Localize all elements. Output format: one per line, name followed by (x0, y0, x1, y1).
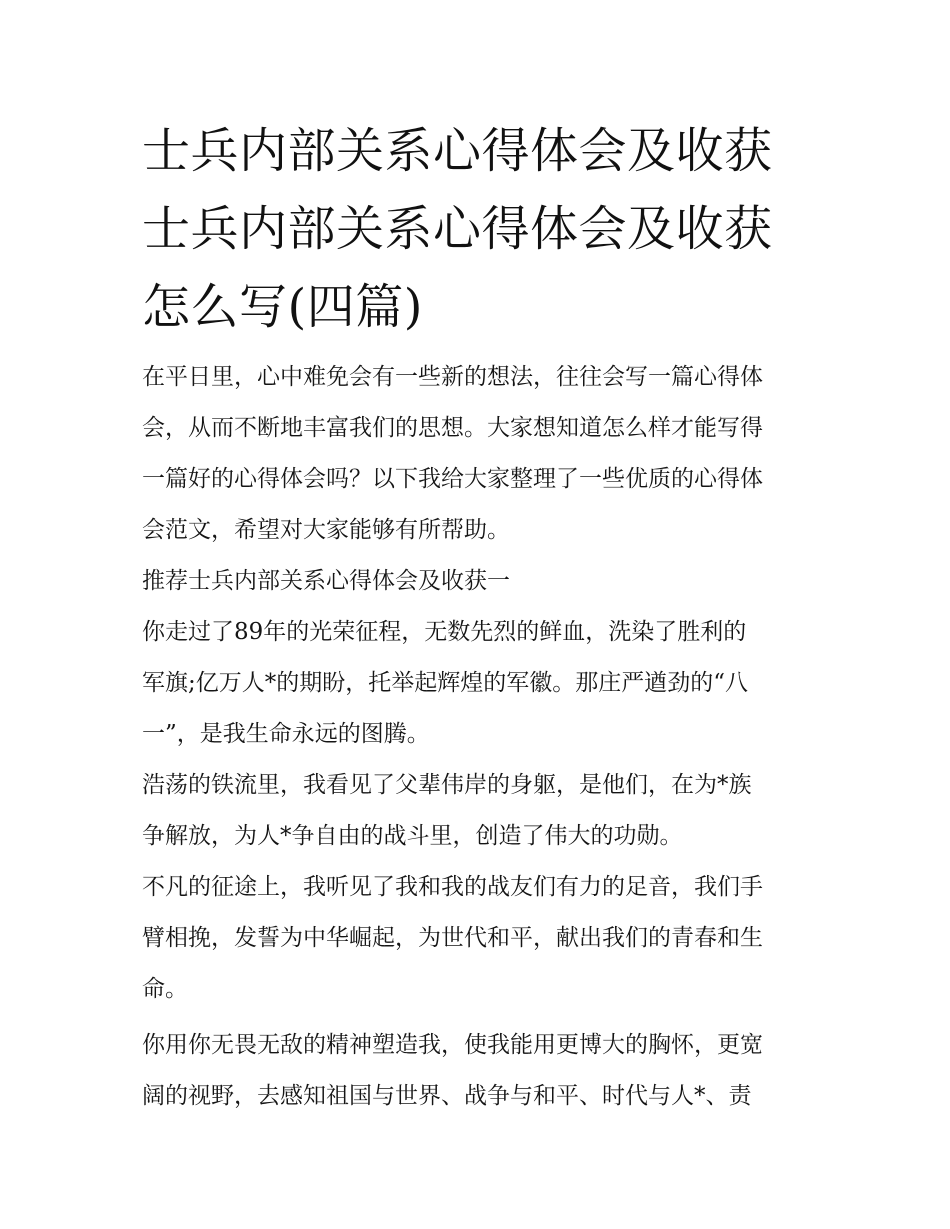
document-title (142, 112, 822, 346)
body-paragraph (142, 862, 814, 1015)
intro-paragraph (142, 352, 814, 556)
text-line: 军旗;亿万人*的期盼，托举起辉煌的军徽。那庄严遒劲的“八 (142, 670, 749, 696)
text-line: 会，从而不断地丰富我们的思想。大家想知道怎么样才能写得 (142, 415, 763, 441)
document-body (142, 352, 814, 1122)
text-line: 不凡的征途上，我听见了我和我的战友们有力的足音，我们手 (142, 874, 763, 900)
body-paragraph (142, 1020, 814, 1122)
text-line: 争解放，为人*争自由的战斗里，创造了伟大的功勋。 (142, 823, 683, 849)
text-line: 你走过了89年的光荣征程，无数先烈的鲜血，洗染了胜利的 (142, 619, 747, 645)
text-line: 一”，是我生命永远的图腾。 (142, 721, 430, 747)
body-paragraph (142, 607, 814, 760)
text-line: 会范文，希望对大家能够有所帮助。 (142, 517, 510, 543)
body-paragraph (142, 760, 814, 862)
text-line: 浩荡的铁流里，我看见了父辈伟岸的身躯，是他们，在为*族 (142, 772, 752, 798)
text-line: 推荐士兵内部关系心得体会及收获一 (142, 568, 510, 594)
title-line: 士兵内部关系心得体会及收获 (142, 201, 773, 257)
section-heading (142, 556, 814, 607)
text-line: 你用你无畏无敌的精神塑造我，使我能用更博大的胸怀，更宽 (142, 1032, 763, 1058)
text-line: 命。 (142, 976, 188, 1002)
text-line: 阔的视野，去感知祖国与世界、战争与和平、时代与人*、责 (142, 1083, 752, 1109)
text-line: 在平日里，心中难免会有一些新的想法，往往会写一篇心得体 (142, 364, 763, 390)
title-line: 怎么写(四篇) (142, 279, 423, 335)
text-line: 臂相挽，发誓为中华崛起，为世代和平，献出我们的青春和生 (142, 925, 763, 951)
title-line: 士兵内部关系心得体会及收获 (142, 123, 773, 179)
text-line: 一篇好的心得体会吗？以下我给大家整理了一些优质的心得体 (142, 466, 763, 492)
